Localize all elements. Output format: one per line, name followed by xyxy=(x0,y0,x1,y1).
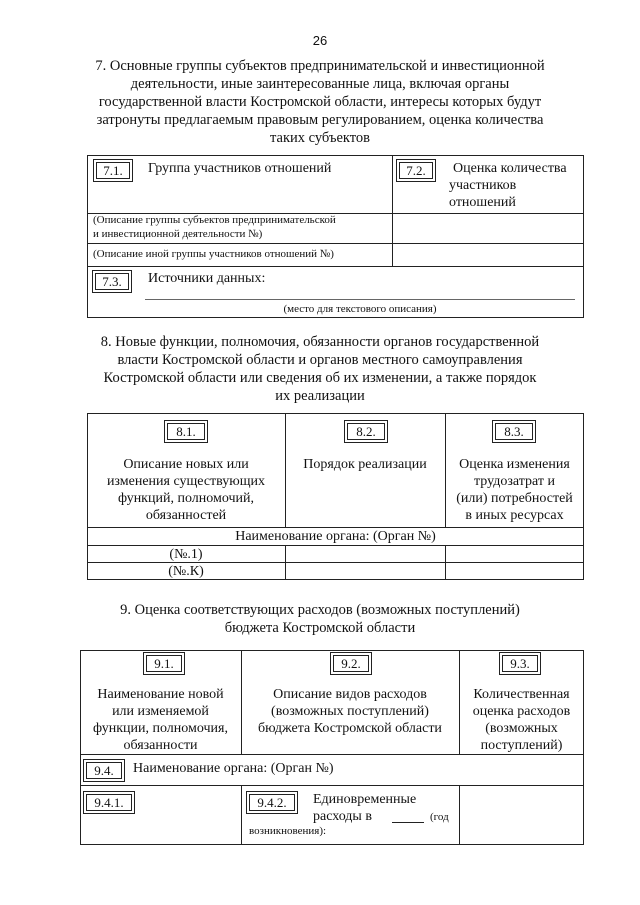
heading-line: 9. Оценка соответствующих расходов (возможных поступлений) xyxy=(120,602,520,618)
column-label-9-1 xyxy=(80,686,241,754)
label-line: Описание видов расходов xyxy=(273,687,427,702)
heading-line: затронуты предлагаемым правовым регулированием, оценка количества xyxy=(96,112,544,128)
label-line: участников xyxy=(449,178,517,193)
number-box-9-2: 9.2. xyxy=(333,655,369,672)
row-line: и инвестиционной деятельности №) xyxy=(93,228,263,240)
column-label-9-3 xyxy=(459,686,584,754)
label-line: Наименование новой xyxy=(97,687,224,702)
divider xyxy=(285,545,286,580)
number-box-9-4-2: 9.4.2. xyxy=(249,794,295,811)
label-line: функций, полномочий, xyxy=(117,491,255,506)
sources-placeholder: (место для текстового описания) xyxy=(283,303,437,315)
expenses-in-label: расходы в xyxy=(313,809,372,824)
label-line: Оценка изменения xyxy=(459,457,570,472)
number-box-8-1: 8.1. xyxy=(167,423,205,440)
heading-line: 7. Основные группы субъектов предпринимательской и инвестиционной xyxy=(95,58,545,74)
label-line: поступлений) xyxy=(480,738,563,753)
label-line: Количественная xyxy=(473,687,570,702)
heading-line: государственной власти Костромской области, интересы которых будут xyxy=(98,94,542,110)
label-line: изменения существующих xyxy=(106,474,266,489)
number-box-7-2: 7.2. xyxy=(399,162,433,179)
number-box-9-1: 9.1. xyxy=(146,655,182,672)
label-line: Оценка количества xyxy=(453,161,567,176)
divider xyxy=(459,785,460,845)
number-box-8-3: 8.3. xyxy=(495,423,533,440)
heading-line: бюджета Костромской области xyxy=(224,620,416,636)
divider xyxy=(241,785,242,845)
divider xyxy=(80,785,584,786)
column-label-8-1 xyxy=(87,456,285,524)
section-7-heading xyxy=(70,57,570,147)
heading-line: Костромской области или сведения об их изменении, а также порядок xyxy=(103,370,537,386)
label-line: в иных ресурсах xyxy=(465,508,564,523)
year-label: (год xyxy=(430,811,449,823)
label-line: обязанности xyxy=(123,738,198,753)
one-time-expenses-label: Единовременные xyxy=(313,792,417,807)
label-line: (возможных xyxy=(485,721,558,736)
section-8-heading xyxy=(70,333,570,405)
heading-line: 8. Новые функции, полномочия, обязанности органов государственной xyxy=(100,334,540,350)
number-box-9-4: 9.4. xyxy=(86,762,122,779)
label-line: функции, полномочия, xyxy=(93,721,228,736)
number-box-7-3: 7.3. xyxy=(95,273,129,290)
page-number: 26 xyxy=(312,33,328,48)
occurrence-label: возникновения): xyxy=(249,825,327,837)
heading-line: их реализации xyxy=(275,388,365,404)
row-description-other: (Описание иной группы участников отношений №) xyxy=(93,248,334,260)
label-line: трудозатрат и xyxy=(474,474,555,489)
divider xyxy=(87,266,584,267)
number-box-8-2: 8.2. xyxy=(347,423,385,440)
row-line: (Описание группы субъектов предпринимательской xyxy=(93,214,336,226)
divider xyxy=(87,243,584,244)
label-line: отношений xyxy=(449,195,516,210)
heading-line: таких субъектов xyxy=(270,130,370,146)
text-line xyxy=(145,299,575,300)
heading-line: деятельности, иные заинтересованные лица, включая органы xyxy=(130,76,510,92)
organ-label-9-4: Наименование органа: (Орган №) xyxy=(133,761,334,776)
column-label-8-3 xyxy=(445,456,584,524)
label-line: бюджета Костромской области xyxy=(258,721,442,736)
number-box-9-4-1: 9.4.1. xyxy=(86,794,132,811)
column-label-8-2: Порядок реализации xyxy=(303,457,427,472)
heading-line: власти Костромской области и органов местного самоуправления xyxy=(117,352,523,368)
label-line: (или) потребностей xyxy=(456,491,573,506)
year-blank-line xyxy=(392,822,424,823)
section-9-heading xyxy=(70,601,570,637)
column-label-7-1: Группа участников отношений xyxy=(148,161,332,176)
divider xyxy=(445,545,446,580)
label-line: Описание новых или xyxy=(123,457,249,472)
divider xyxy=(392,155,393,267)
item-row-k: (№.К) xyxy=(168,564,204,579)
organ-row-label: Наименование органа: (Орган №) xyxy=(235,529,436,544)
column-label-9-2 xyxy=(241,686,459,737)
label-line: оценка расходов xyxy=(472,704,571,719)
column-label-7-2 xyxy=(447,160,582,211)
sources-label: Источники данных: xyxy=(148,271,266,286)
number-box-7-1: 7.1. xyxy=(96,162,130,179)
number-box-9-3: 9.3. xyxy=(502,655,538,672)
label-line: или изменяемой xyxy=(112,704,209,719)
label-line: (возможных поступлений) xyxy=(271,704,429,719)
divider xyxy=(80,754,584,755)
row-description-group xyxy=(93,213,393,241)
item-row-1: (№.1) xyxy=(169,547,203,562)
label-line: обязанностей xyxy=(145,508,227,523)
